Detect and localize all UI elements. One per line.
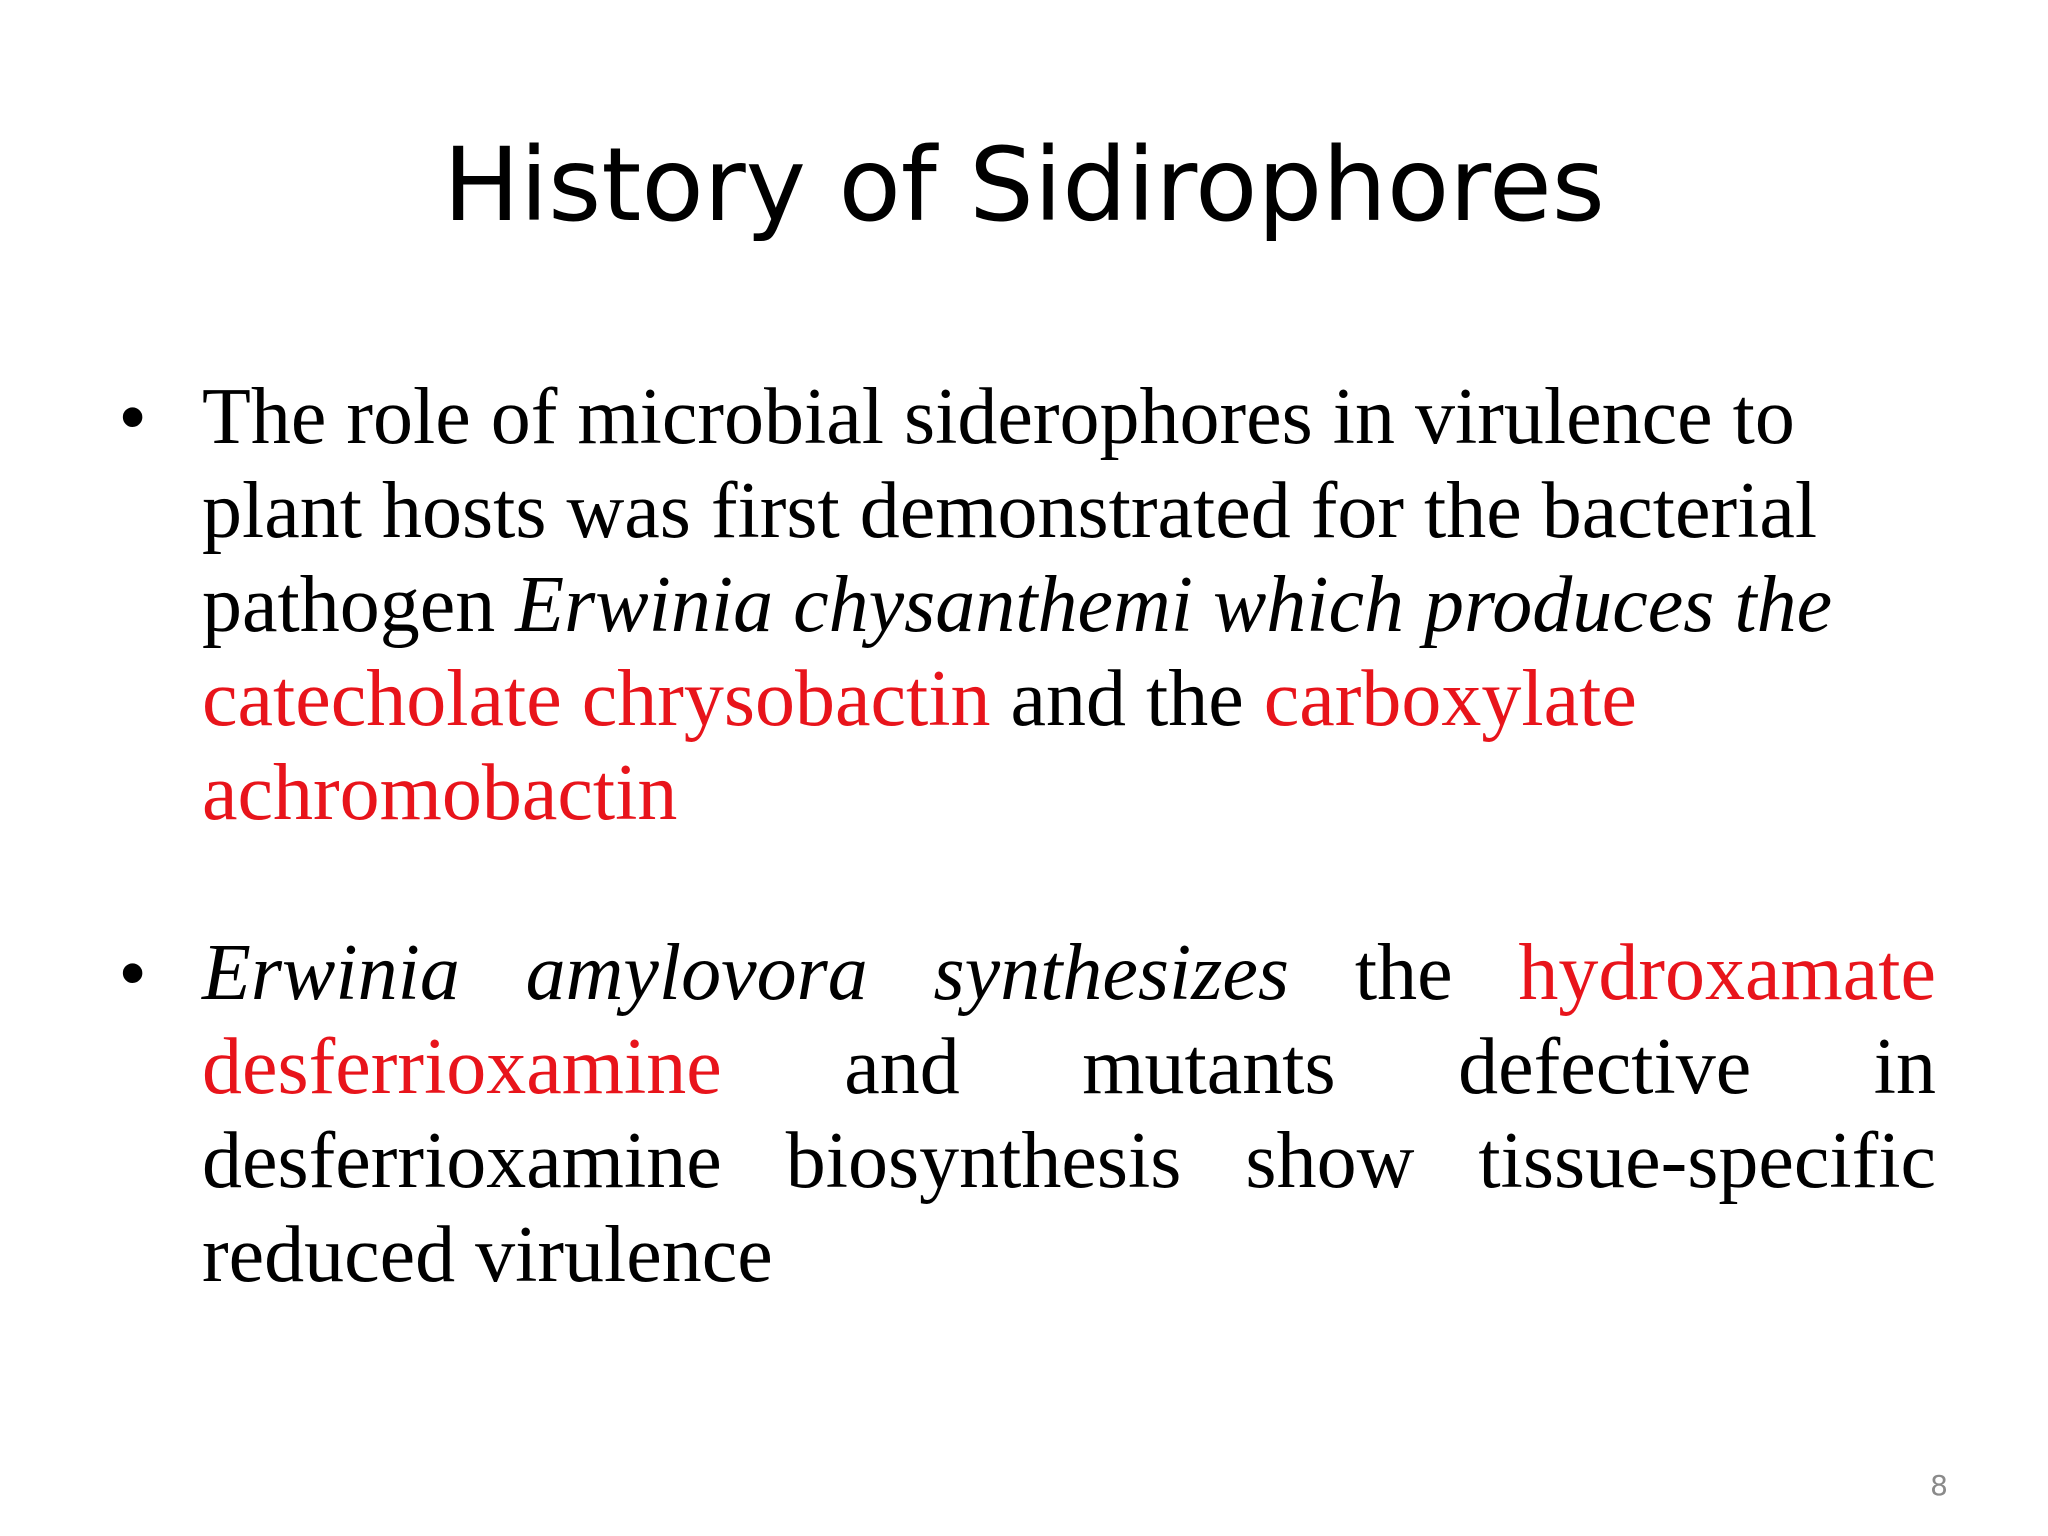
species-name: Erwinia amylovora synthesizes <box>202 929 1290 1017</box>
plain-text: and mutants defective in desferrioxamine biosynthesis show tissue-specific reduced virulence <box>202 1023 1936 1299</box>
plain-text: and the <box>990 655 1264 743</box>
bullet-list <box>120 370 1936 1302</box>
highlighted-term: catecholate chrysobactin <box>202 655 991 743</box>
species-name: Erwinia chysanthemi which produces the <box>515 561 1833 649</box>
plain-text: the <box>1289 929 1519 1017</box>
highlighted-term: carboxylate achromobactin <box>202 655 1637 837</box>
plain-text: The role of microbial siderophores in virulence to plant hosts was first demonstrated for the bacterial pathogen <box>202 373 1818 649</box>
bullet-icon: • <box>120 377 146 457</box>
bullet-text-1 <box>202 370 1936 840</box>
page-number: 8 <box>1930 1469 1948 1502</box>
highlighted-term: hydroxamate desferrioxamine <box>202 929 1937 1111</box>
slide-title: History of Sidirophores <box>443 126 1605 245</box>
bullet-item-1 <box>120 370 1936 840</box>
bullet-item-2 <box>120 926 1936 1302</box>
bullet-icon: • <box>120 933 146 1013</box>
bullet-text-2 <box>202 926 1936 1302</box>
